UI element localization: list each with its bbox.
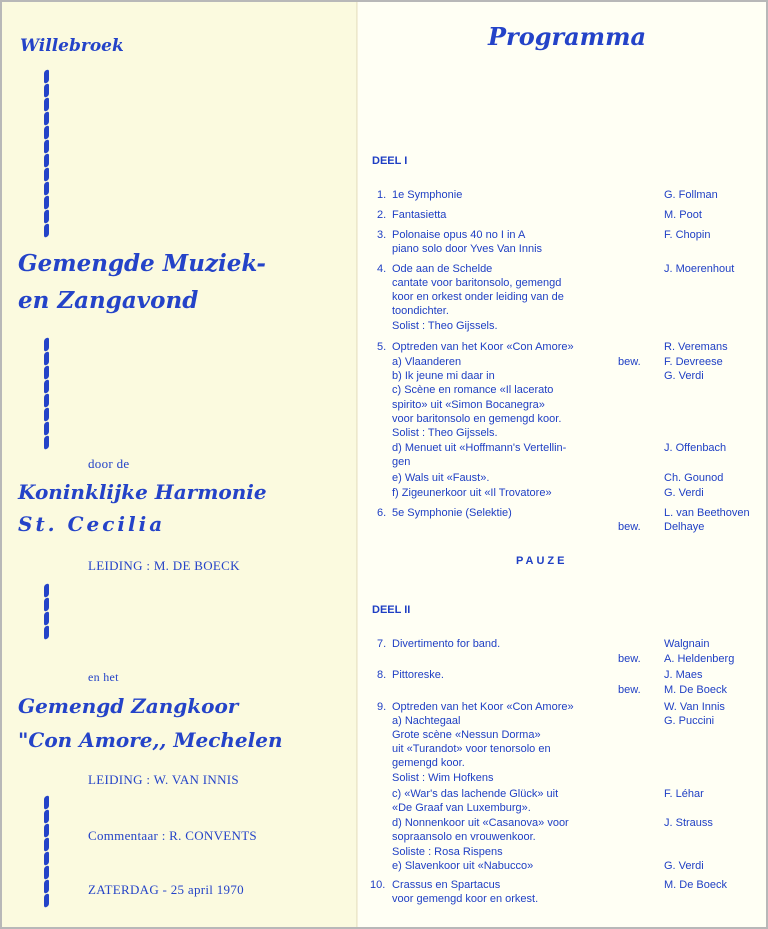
rope-segment xyxy=(44,337,49,352)
item-number: 3. xyxy=(377,229,387,241)
by-text: door de xyxy=(88,456,130,471)
cover-panel xyxy=(0,0,358,929)
item-number: 5. xyxy=(377,341,387,353)
rope-segment xyxy=(44,435,49,450)
composer-name: L. van Beethoven xyxy=(664,507,750,519)
rope-segment xyxy=(44,209,49,224)
item-title: gen xyxy=(392,456,411,468)
rope-segment xyxy=(44,365,49,380)
rope-segment xyxy=(44,597,49,612)
composer-name: W. Van Innis xyxy=(664,701,725,713)
composer-name: J. Moerenhout xyxy=(664,263,735,275)
rope-segment xyxy=(44,795,49,810)
item-title: koor en orkest onder leiding van de xyxy=(392,291,564,303)
composer-name: J. Maes xyxy=(664,669,703,681)
rope-segment xyxy=(44,223,49,238)
composer-name: M. Poot xyxy=(664,209,702,221)
item-title: d) Nonnenkoor uit «Casanova» voor xyxy=(392,817,569,829)
conductor-choir: LEIDING : W. VAN INNIS xyxy=(88,772,239,787)
rope-segment xyxy=(44,195,49,210)
item-title: a) Vlaanderen xyxy=(392,356,462,368)
conductor-harmonie: LEIDING : M. DE BOECK xyxy=(88,558,240,573)
rope-segment xyxy=(44,893,49,908)
org-name-line1: Koninklijke Harmonie xyxy=(18,480,267,504)
rope-segment xyxy=(44,879,49,894)
arrangement-label: bew. xyxy=(618,653,641,665)
item-title: Polonaise opus 40 no I in A xyxy=(392,229,526,241)
item-title: Fantasietta xyxy=(392,209,447,221)
item-title: Divertimento for band. xyxy=(392,638,501,650)
item-title: e) Slavenkoor uit «Nabucco» xyxy=(392,860,534,872)
item-title: voor gemengd koor en orkest. xyxy=(392,893,539,905)
composer-name: F. Devreese xyxy=(664,356,723,368)
rope-segment xyxy=(44,611,49,626)
composer-name: F. Léhar xyxy=(664,788,704,800)
item-title: f) Zigeunerkoor uit «Il Trovatore» xyxy=(392,487,552,499)
event-date: ZATERDAG - 25 april 1970 xyxy=(88,882,244,897)
item-title: Crassus en Spartacus xyxy=(392,879,501,891)
rope-ornament xyxy=(44,338,50,450)
rope-segment xyxy=(44,97,49,112)
item-title: uit «Turandot» voor tenorsolo en xyxy=(392,743,551,755)
composer-name: G. Verdi xyxy=(664,860,704,872)
item-title: Pittoreske. xyxy=(392,669,444,681)
rope-segment xyxy=(44,393,49,408)
choir-name-line1: Gemengd Zangkoor xyxy=(18,694,239,718)
composer-name: G. Verdi xyxy=(664,487,704,499)
composer-name: Delhaye xyxy=(664,521,705,533)
composer-name: G. Follman xyxy=(664,189,718,201)
event-title-line1: Gemengde Muziek- xyxy=(18,250,266,277)
rope-segment xyxy=(44,69,49,84)
composer-name: Walgnain xyxy=(664,638,710,650)
rope-segment xyxy=(44,421,49,436)
choir-name-line2: "Con Amore,, Mechelen xyxy=(18,728,283,752)
item-title: Grote scène «Nessun Dorma» xyxy=(392,729,541,741)
composer-name: M. De Boeck xyxy=(664,879,727,891)
rope-segment xyxy=(44,823,49,838)
org-name-line2: St. Cecilia xyxy=(18,512,166,536)
rope-segment xyxy=(44,865,49,880)
composer-name: F. Chopin xyxy=(664,229,711,241)
rope-segment xyxy=(44,111,49,126)
item-title: Solist : Theo Gijssels. xyxy=(392,320,498,332)
arrangement-label: bew. xyxy=(618,684,641,696)
arrangement-label: bew. xyxy=(618,521,641,533)
composer-name: R. Veremans xyxy=(664,341,728,353)
rope-segment xyxy=(44,125,49,140)
composer-name: Ch. Gounod xyxy=(664,472,724,484)
item-title: gemengd koor. xyxy=(392,757,465,769)
item-number: 4. xyxy=(377,263,387,275)
arrangement-label: bew. xyxy=(618,356,641,368)
rope-segment xyxy=(44,583,49,598)
part-one-heading: DEEL I xyxy=(372,155,408,167)
item-title: cantate voor baritonsolo, gemengd xyxy=(392,277,562,289)
rope-segment xyxy=(44,351,49,366)
rope-segment xyxy=(44,181,49,196)
rope-ornament xyxy=(44,796,50,908)
intermission-label: PAUZE xyxy=(516,555,568,567)
item-title: 5e Symphonie (Selektie) xyxy=(392,507,512,519)
item-number: 8. xyxy=(377,669,387,681)
rope-segment xyxy=(44,153,49,168)
rope-ornament xyxy=(44,584,50,640)
rope-segment xyxy=(44,851,49,866)
item-title: Optreden van het Koor «Con Amore» xyxy=(392,701,574,713)
item-title: d) Menuet uit «Hoffmann's Vertellin- xyxy=(392,442,567,454)
rope-segment xyxy=(44,809,49,824)
item-title: a) Nachtegaal xyxy=(392,715,461,727)
composer-name: M. De Boeck xyxy=(664,684,727,696)
item-title: Ode aan de Schelde xyxy=(392,263,493,275)
commentary: Commentaar : R. CONVENTS xyxy=(88,828,257,843)
item-title: 1e Symphonie xyxy=(392,189,463,201)
place-name: Willebroek xyxy=(20,36,124,56)
item-number: 1. xyxy=(377,189,387,201)
item-title: piano solo door Yves Van Innis xyxy=(392,243,543,255)
rope-segment xyxy=(44,167,49,182)
item-title: voor baritonsolo en gemengd koor. xyxy=(392,413,562,425)
part-two-heading: DEEL II xyxy=(372,604,411,616)
program-panel xyxy=(358,0,768,929)
item-title: Solist : Wim Hofkens xyxy=(392,772,494,784)
item-title: sopraansolo en vrouwenkoor. xyxy=(392,831,536,843)
rope-segment xyxy=(44,139,49,154)
item-number: 9. xyxy=(377,701,387,713)
item-title: c) Scène en romance «Il lacerato xyxy=(392,384,554,396)
item-number: 7. xyxy=(377,638,387,650)
composer-name: J. Offenbach xyxy=(664,442,727,454)
item-number: 10. xyxy=(370,879,386,891)
item-title: Optreden van het Koor «Con Amore» xyxy=(392,341,574,353)
item-title: spirito» uit «Simon Bocanegra» xyxy=(392,399,545,411)
item-title: e) Wals uit «Faust». xyxy=(392,472,490,484)
program-heading: Programma xyxy=(488,22,647,51)
rope-segment xyxy=(44,407,49,422)
rope-segment xyxy=(44,83,49,98)
rope-ornament xyxy=(44,70,50,238)
rope-segment xyxy=(44,625,49,640)
rope-segment xyxy=(44,837,49,852)
item-title: Soliste : Rosa Rispens xyxy=(392,846,503,858)
rope-segment xyxy=(44,379,49,394)
item-title: Solist : Theo Gijssels. xyxy=(392,427,498,439)
and-text: en het xyxy=(88,670,119,684)
event-title-line2: en Zangavond xyxy=(18,287,199,314)
item-title: toondichter. xyxy=(392,305,449,317)
item-title: b) Ik jeune mi daar in xyxy=(392,370,495,382)
item-number: 2. xyxy=(377,209,387,221)
composer-name: A. Heldenberg xyxy=(664,653,735,665)
composer-name: G. Puccini xyxy=(664,715,715,727)
composer-name: J. Strauss xyxy=(664,817,713,829)
item-title: c) «War's das lachende Glück» uit xyxy=(392,788,559,800)
item-title: «De Graaf van Luxemburg». xyxy=(392,802,531,814)
composer-name: G. Verdi xyxy=(664,370,704,382)
item-number: 6. xyxy=(377,507,387,519)
